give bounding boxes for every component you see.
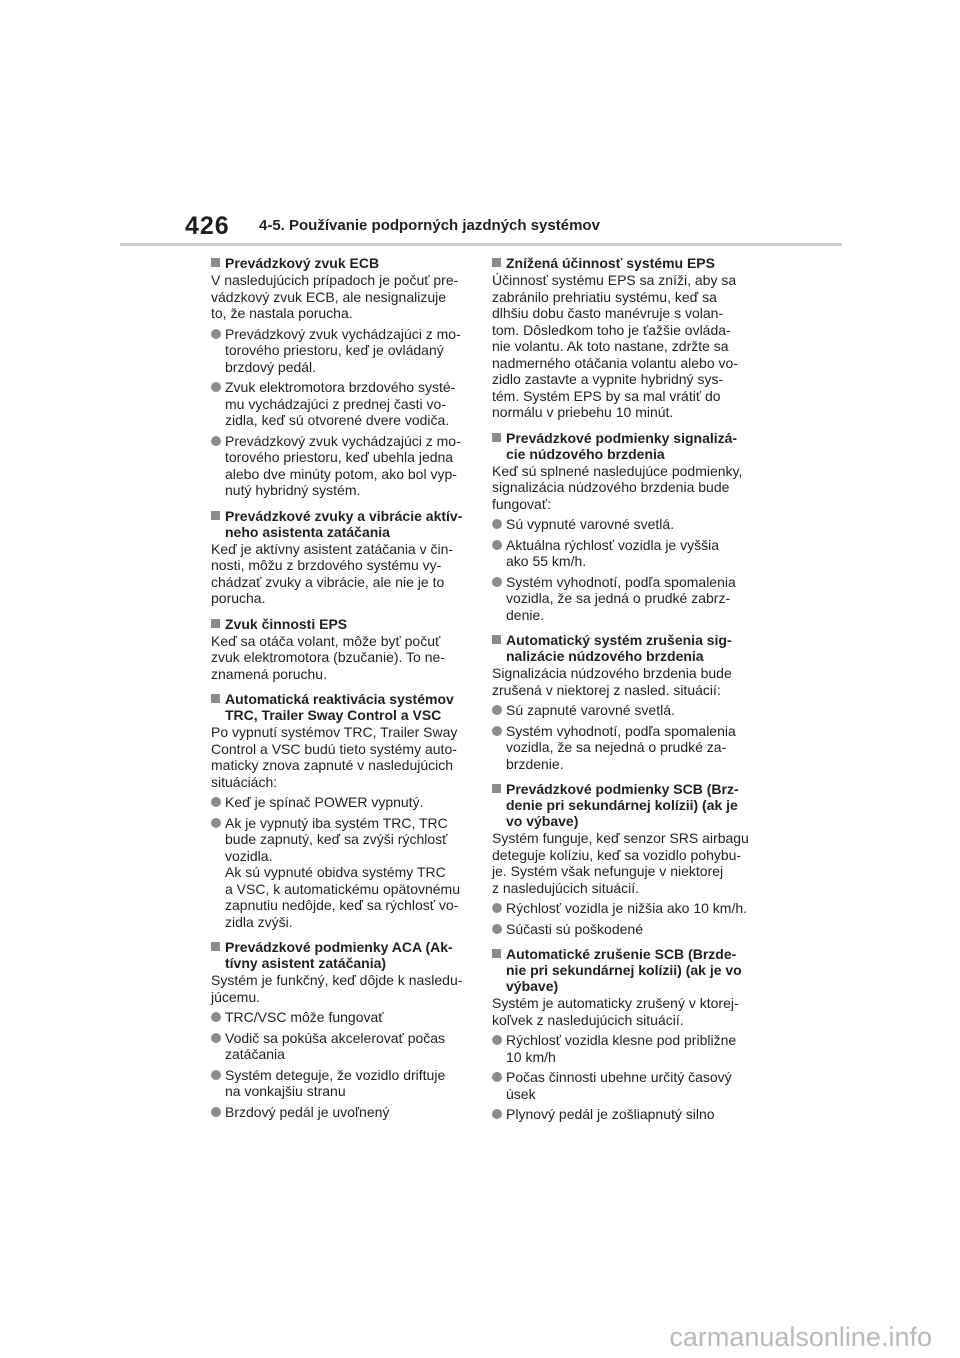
bullet-line: Zvuk elektromotora brzdového systé- bbox=[225, 379, 456, 395]
heading-line: nalizácie núdzového brzdenia bbox=[506, 648, 704, 664]
bullet-item bbox=[492, 1069, 750, 1102]
paragraph bbox=[211, 633, 469, 683]
paragraph-line: deteguje kolíziu, keď sa vozidlo pohybu- bbox=[492, 846, 742, 863]
heading-line: neho asistenta zatáčania bbox=[225, 523, 390, 540]
bullet-line: Systém deteguje, že vozidlo driftuje bbox=[225, 1066, 446, 1083]
square-bullet-icon bbox=[492, 784, 501, 793]
heading-line: TRC, Trailer Sway Control a VSC bbox=[225, 707, 442, 723]
bullet-line: Systém vyhodnotí, podľa spomalenia bbox=[506, 573, 736, 590]
bullet-line: nutý hybridný systém. bbox=[225, 482, 361, 498]
bullet-item bbox=[492, 921, 750, 938]
bullet-line: 10 km/h bbox=[506, 1048, 556, 1065]
bullet-line: Prevádzkový zvuk vychádzajúci z mo- bbox=[225, 432, 461, 449]
header-divider bbox=[120, 243, 842, 246]
square-bullet-icon bbox=[211, 694, 220, 703]
paragraph-line: zidlo zastavte a vypnite hybridný sys- bbox=[492, 371, 724, 387]
paragraph bbox=[492, 830, 750, 896]
bullet-line: alebo dve minúty potom, ako bol vyp- bbox=[225, 465, 457, 482]
paragraph-line: Účinnosť systému EPS sa zníži, aby sa bbox=[492, 272, 737, 288]
square-bullet-icon bbox=[492, 635, 501, 644]
round-bullet-icon bbox=[492, 726, 502, 736]
square-bullet-icon bbox=[492, 949, 501, 958]
page-number: 426 bbox=[185, 212, 230, 240]
section-heading bbox=[492, 946, 750, 994]
paragraph-line: normálu v priebehu 10 minút. bbox=[492, 404, 674, 420]
bullet-line: torového priestoru, keď je ovládaný bbox=[225, 342, 444, 358]
bullet-line: Sú vypnuté varovné svetlá. bbox=[506, 516, 675, 532]
heading-line: Prevádzkové zvuky a vibrácie aktív- bbox=[225, 507, 463, 524]
heading-line: Automatický systém zrušenia sig- bbox=[506, 632, 732, 648]
square-bullet-icon bbox=[211, 619, 220, 628]
round-bullet-icon bbox=[492, 705, 502, 715]
bullet-line: TRC/VSC môže fungovať bbox=[225, 1009, 384, 1025]
bullet-line: brzdový pedál. bbox=[225, 358, 317, 375]
bullet-line: vozidla. bbox=[225, 847, 273, 864]
bullet-line: ako 55 km/h. bbox=[506, 553, 587, 569]
bullet-line: zidla zvýši. bbox=[225, 913, 293, 930]
round-bullet-icon bbox=[211, 1107, 221, 1117]
paragraph-line: Keď sú splnené nasledujúce podmienky, bbox=[492, 462, 743, 479]
bullet-line: torového priestoru, keď ubehla jedna bbox=[225, 449, 454, 465]
round-bullet-icon bbox=[492, 924, 502, 934]
paragraph-line: koľvek z nasledujúcich situácií. bbox=[492, 1011, 684, 1028]
round-bullet-icon bbox=[211, 797, 221, 807]
bullet-item bbox=[492, 574, 750, 624]
bullet-line: Ak je vypnutý iba systém TRC, TRC bbox=[225, 814, 448, 831]
bullet-line: a VSC, k automatickému opätovnému bbox=[225, 880, 461, 897]
left-column bbox=[211, 255, 469, 1129]
bullet-line: úsek bbox=[506, 1085, 536, 1102]
bullet-item bbox=[492, 537, 750, 570]
paragraph-line: z nasledujúcich situácií. bbox=[492, 879, 640, 896]
paragraph-line: tom. Dôsledkom toho je ťažšie ovláda- bbox=[492, 321, 731, 338]
paragraph-line: znamená poruchu. bbox=[211, 665, 327, 682]
watermark-text: carmanualsonline.info bbox=[669, 1322, 932, 1352]
paragraph-line: Systém je funkčný, keď dôjde k nasledu- bbox=[211, 972, 463, 988]
bullet-line: mu vychádzajúci z prednej časti vo- bbox=[225, 395, 446, 412]
paragraph-line: zabránilo prehriatiu systému, keď sa bbox=[492, 288, 717, 305]
bullet-line: na vonkajšiu stranu bbox=[225, 1083, 346, 1099]
section-heading bbox=[211, 255, 469, 271]
heading-line: výbave) bbox=[506, 978, 559, 994]
section-heading bbox=[211, 508, 469, 540]
bullet-line: Keď je spínač POWER vypnutý. bbox=[225, 794, 424, 810]
paragraph-line: Keď je aktívny asistent zatáčania v čin- bbox=[211, 540, 454, 557]
square-bullet-icon bbox=[211, 258, 220, 267]
round-bullet-icon bbox=[492, 540, 502, 550]
section-block bbox=[211, 691, 469, 930]
paragraph-line: Signalizácia núdzového brzdenia bude bbox=[492, 665, 732, 681]
square-bullet-icon bbox=[211, 942, 220, 951]
paragraph bbox=[211, 541, 469, 607]
section-block bbox=[211, 616, 469, 683]
paragraph bbox=[211, 724, 469, 790]
section-block bbox=[211, 939, 469, 1120]
bullet-line: Vodič sa pokúša akcelerovať počas bbox=[225, 1029, 446, 1046]
section-heading bbox=[492, 255, 750, 271]
paragraph-line: porucha. bbox=[211, 590, 266, 606]
section-heading bbox=[211, 691, 469, 723]
round-bullet-icon bbox=[211, 1012, 221, 1022]
bullet-line: bude zapnutý, keď sa zvýši rýchlosť bbox=[225, 831, 448, 847]
paragraph-line: to, že nastala porucha. bbox=[211, 305, 353, 321]
bullet-line: Počas činnosti ubehne určitý časový bbox=[506, 1069, 732, 1085]
square-bullet-icon bbox=[492, 258, 501, 267]
section-block bbox=[492, 781, 750, 937]
bullet-line: brzdenie. bbox=[506, 755, 564, 772]
bullet-item bbox=[492, 1106, 750, 1123]
right-column bbox=[492, 255, 750, 1132]
paragraph bbox=[492, 665, 750, 698]
bullet-item bbox=[211, 815, 469, 931]
section-heading bbox=[211, 616, 469, 632]
bullet-line: Rýchlosť vozidla klesne pod približne bbox=[506, 1032, 737, 1048]
square-bullet-icon bbox=[211, 511, 220, 520]
paragraph-line: maticky znova zapnuté v nasledujúcich bbox=[211, 757, 454, 773]
heading-line: Znížená účinnosť systému EPS bbox=[506, 255, 715, 271]
paragraph-line: chádzať zvuky a vibrácie, ale nie je to bbox=[211, 573, 445, 590]
paragraph-line: júcemu. bbox=[211, 988, 261, 1005]
round-bullet-icon bbox=[492, 577, 502, 587]
heading-line: Prevádzkový zvuk ECB bbox=[225, 255, 380, 271]
bullet-item bbox=[211, 433, 469, 499]
paragraph-line: Control a VSC budú tieto systémy auto- bbox=[211, 740, 457, 757]
paragraph bbox=[211, 972, 469, 1005]
round-bullet-icon bbox=[211, 1033, 221, 1043]
bullet-line: zatáčania bbox=[225, 1046, 285, 1062]
section-heading bbox=[211, 939, 469, 971]
bullet-item bbox=[492, 702, 750, 719]
heading-line: Prevádzkové podmienky SCB (Brz- bbox=[506, 781, 739, 797]
bullet-line: zidla, keď sú otvorené dvere vodiča. bbox=[225, 412, 450, 428]
round-bullet-icon bbox=[492, 519, 502, 529]
bullet-item bbox=[492, 723, 750, 773]
section-block bbox=[492, 430, 750, 624]
bullet-item bbox=[492, 1032, 750, 1065]
bullet-line: Brzdový pedál je uvoľnený bbox=[225, 1103, 390, 1120]
round-bullet-icon bbox=[492, 903, 502, 913]
paragraph-line: fungovať: bbox=[492, 495, 551, 512]
paragraph bbox=[492, 463, 750, 513]
round-bullet-icon bbox=[211, 818, 221, 828]
section-block bbox=[492, 255, 750, 421]
heading-line: Prevádzkové podmienky signalizá- bbox=[506, 429, 738, 446]
bullet-item bbox=[211, 379, 469, 429]
bullet-line: Ak sú vypnuté obidva systémy TRC bbox=[225, 864, 446, 880]
paragraph-line: Systém funguje, keď senzor SRS airbagu bbox=[492, 830, 749, 846]
round-bullet-icon bbox=[211, 329, 221, 339]
heading-line: Automatická reaktivácia systémov bbox=[225, 691, 454, 707]
bullet-item bbox=[211, 794, 469, 811]
bullet-line: Systém vyhodnotí, podľa spomalenia bbox=[506, 722, 736, 739]
page-header bbox=[0, 0, 960, 250]
paragraph-line: situáciách: bbox=[211, 773, 278, 790]
paragraph-line: zrušená v niektorej z nasled. situácií: bbox=[492, 681, 721, 698]
bullet-line: zapnutiu nedôjde, keď sa rýchlosť vo- bbox=[225, 897, 459, 913]
bullet-item bbox=[211, 1009, 469, 1026]
paragraph bbox=[211, 272, 469, 322]
heading-line: tívny asistent zatáčania) bbox=[225, 955, 387, 971]
paragraph-line: V nasledujúcich prípadoch je počuť pre- bbox=[211, 272, 459, 288]
bullet-item bbox=[211, 1104, 469, 1121]
heading-line: cie núdzového brzdenia bbox=[506, 445, 665, 462]
heading-line: Prevádzkové podmienky ACA (Ak- bbox=[225, 939, 453, 955]
round-bullet-icon bbox=[492, 1035, 502, 1045]
heading-line: Zvuk činnosti EPS bbox=[225, 615, 348, 632]
bullet-line: vozidla, že sa jedná o prudké zabrz- bbox=[506, 590, 731, 606]
round-bullet-icon bbox=[211, 436, 221, 446]
bullet-item bbox=[211, 326, 469, 376]
section-heading bbox=[492, 632, 750, 664]
paragraph-line: signalizácia núdzového brzdenia bude bbox=[492, 479, 730, 495]
heading-line: denie pri sekundárnej kolízii) (ak je bbox=[506, 797, 738, 813]
section-heading bbox=[492, 781, 750, 829]
paragraph-line: nie volantu. Ak toto nastane, zdržte sa bbox=[492, 338, 729, 354]
heading-line: vo výbave) bbox=[506, 813, 579, 829]
bullet-item bbox=[211, 1067, 469, 1100]
bullet-line: Aktuálna rýchlosť vozidla je vyššia bbox=[506, 536, 720, 553]
paragraph-line: nadmerného otáčania volantu alebo vo- bbox=[492, 354, 738, 371]
section-block bbox=[492, 946, 750, 1123]
heading-line: Automatické zrušenie SCB (Brzde- bbox=[506, 946, 737, 962]
section-block bbox=[211, 255, 469, 499]
section-block bbox=[211, 508, 469, 607]
paragraph-line: tém. Systém EPS by sa mal vrátiť do bbox=[492, 387, 721, 404]
bullet-line: denie. bbox=[506, 606, 545, 623]
bullet-line: Plynový pedál je zošliapnutý silno bbox=[506, 1106, 715, 1122]
paragraph-line: dlhšiu dobu často manévruje s volan- bbox=[492, 305, 724, 321]
paragraph-line: Systém je automaticky zrušený v ktorej- bbox=[492, 995, 739, 1011]
section-block bbox=[492, 632, 750, 772]
paragraph-line: je. Systém však nefunguje v niektorej bbox=[492, 863, 724, 879]
paragraph-line: Keď sa otáča volant, môže byť počuť bbox=[211, 632, 441, 649]
bullet-line: vozidla, že sa nejedná o prudké za- bbox=[506, 739, 727, 755]
bullet-line: Prevádzkový zvuk vychádzajúci z mo- bbox=[225, 325, 461, 342]
bullet-line: Rýchlosť vozidla je nižšia ako 10 km/h. bbox=[506, 900, 748, 916]
round-bullet-icon bbox=[211, 382, 221, 392]
square-bullet-icon bbox=[492, 433, 501, 442]
round-bullet-icon bbox=[492, 1109, 502, 1119]
bullet-line: Súčasti sú poškodené bbox=[506, 920, 643, 937]
heading-line: nie pri sekundárnej kolízii) (ak je vo bbox=[506, 962, 742, 978]
paragraph-line: vádzkový zvuk ECB, ale nesignalizuje bbox=[211, 288, 447, 305]
bullet-item bbox=[492, 900, 750, 917]
bullet-item bbox=[211, 1030, 469, 1063]
round-bullet-icon bbox=[492, 1072, 502, 1082]
round-bullet-icon bbox=[211, 1070, 221, 1080]
paragraph-line: nosti, môžu z brzdového systému vy- bbox=[211, 557, 442, 573]
bullet-line: Sú zapnuté varovné svetlá. bbox=[506, 702, 675, 718]
bullet-item bbox=[492, 516, 750, 533]
paragraph bbox=[492, 995, 750, 1028]
paragraph-line: Po vypnutí systémov TRC, Trailer Sway bbox=[211, 724, 458, 740]
paragraph bbox=[492, 272, 750, 421]
section-heading bbox=[492, 430, 750, 462]
paragraph-line: zvuk elektromotora (bzučanie). To ne- bbox=[211, 649, 445, 665]
section-title: 4-5. Používanie podporných jazdných systémov bbox=[259, 217, 600, 234]
